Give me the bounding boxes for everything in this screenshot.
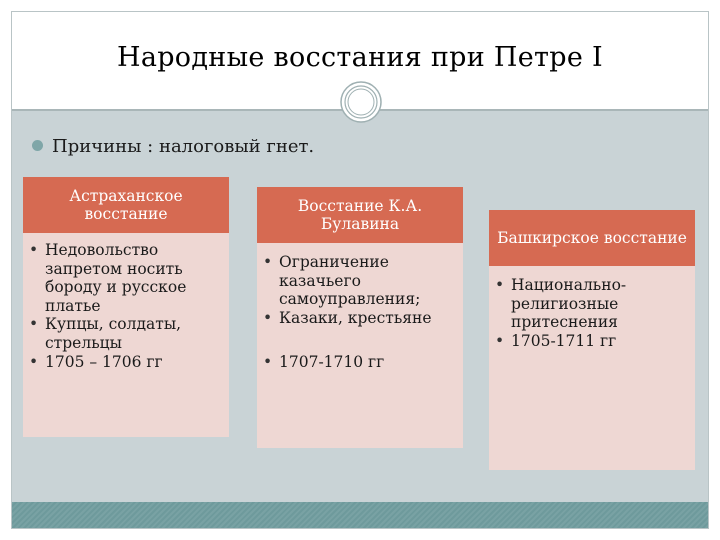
column-bashkir bbox=[489, 210, 695, 470]
footer-bar bbox=[12, 502, 708, 528]
bullet-dot-icon bbox=[32, 140, 43, 151]
column-body bbox=[257, 243, 463, 448]
list-item: • Купцы, солдаты, стрельцы bbox=[23, 315, 221, 352]
list-item: • 1705-1711 гг bbox=[489, 332, 687, 351]
column-header: Восстание К.А. Булавина bbox=[257, 187, 463, 243]
slide bbox=[11, 11, 709, 529]
causes-bullet bbox=[32, 136, 314, 157]
list-item: • Ограничение казачьего самоуправления; bbox=[257, 253, 455, 309]
circle-ornament-icon bbox=[339, 80, 383, 124]
list-item: • Казаки, крестьяне bbox=[257, 309, 455, 328]
slide-title: Народные восстания при Петре I bbox=[116, 42, 604, 73]
column-body bbox=[489, 266, 695, 470]
column-header: Башкирское восстание bbox=[489, 210, 695, 266]
column-header: Астраханское восстание bbox=[23, 177, 229, 233]
list-item: • Недовольство запретом носить бороду и русское платье bbox=[23, 241, 221, 315]
column-bulavin bbox=[257, 187, 463, 448]
causes-text: Причины : налоговый гнет. bbox=[52, 136, 315, 157]
list-item: • 1705 – 1706 гг bbox=[23, 353, 221, 372]
column-body bbox=[23, 233, 229, 437]
list-item: • 1707-1710 гг bbox=[257, 353, 455, 372]
list-item: • Национально-религиозные притеснения bbox=[489, 276, 687, 332]
column-astrakhan bbox=[23, 177, 229, 437]
